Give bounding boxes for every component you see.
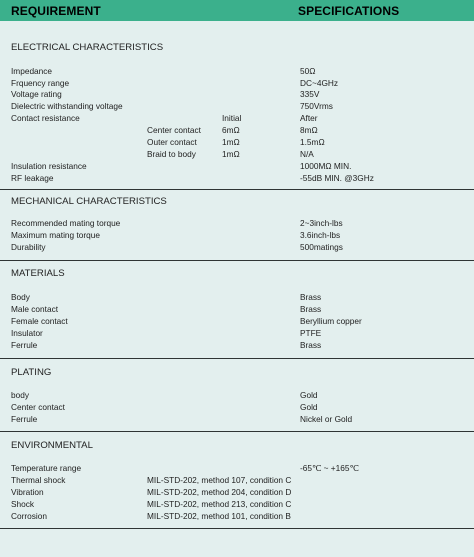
section-title-electrical: ELECTRICAL CHARACTERISTICS bbox=[11, 42, 164, 53]
row-label: Temperature range bbox=[11, 463, 82, 473]
row-initial: 1mΩ bbox=[222, 149, 240, 159]
row-spec: Beryllium copper bbox=[300, 316, 362, 326]
section-divider bbox=[0, 431, 474, 432]
row-label: Impedance bbox=[11, 66, 53, 76]
row-standard: MIL-STD-202, method 204, condition D bbox=[147, 487, 292, 497]
row-spec: 2~3inch-lbs bbox=[300, 218, 343, 228]
row-standard: MIL-STD-202, method 107, condition C bbox=[147, 475, 292, 485]
row-label: Corrosion bbox=[11, 511, 47, 521]
row-label: Thermal shock bbox=[11, 475, 66, 485]
row-label: Recommended mating torque bbox=[11, 218, 121, 228]
row-spec: Brass bbox=[300, 304, 322, 314]
row-label: Center contact bbox=[11, 402, 65, 412]
row-spec: 8mΩ bbox=[300, 125, 318, 135]
row-initial: 6mΩ bbox=[222, 125, 240, 135]
row-label: Voltage rating bbox=[11, 89, 62, 99]
row-label: Male contact bbox=[11, 304, 59, 314]
row-spec: 750Vrms bbox=[300, 101, 333, 111]
section-divider bbox=[0, 528, 474, 529]
row-label: Insulation resistance bbox=[11, 161, 87, 171]
row-spec: 3.6inch-lbs bbox=[300, 230, 341, 240]
row-label: Body bbox=[11, 292, 30, 302]
row-sublabel: Outer contact bbox=[147, 137, 197, 147]
section-title-plating: PLATING bbox=[11, 367, 52, 378]
row-sublabel: Braid to body bbox=[147, 149, 196, 159]
row-spec: After bbox=[300, 113, 318, 123]
row-label: Durability bbox=[11, 242, 46, 252]
row-spec: 1.5mΩ bbox=[300, 137, 325, 147]
row-spec: Brass bbox=[300, 292, 322, 302]
section-title-mechanical: MECHANICAL CHARACTERISTICS bbox=[11, 196, 167, 207]
row-spec: -55dB MIN. @3GHz bbox=[300, 173, 374, 183]
requirement-heading: REQUIREMENT bbox=[11, 4, 101, 18]
row-initial: Initial bbox=[222, 113, 242, 123]
section-divider bbox=[0, 358, 474, 359]
row-label: Female contact bbox=[11, 316, 68, 326]
row-spec: PTFE bbox=[300, 328, 322, 338]
row-spec: -65℃ ~ +165℃ bbox=[300, 463, 359, 473]
row-spec: DC~4GHz bbox=[300, 78, 339, 88]
section-title-materials: MATERIALS bbox=[11, 268, 65, 279]
row-label: Ferrule bbox=[11, 414, 38, 424]
row-spec: 1000MΩ MIN. bbox=[300, 161, 352, 171]
row-spec: Brass bbox=[300, 340, 322, 350]
row-label: Insulator bbox=[11, 328, 43, 338]
row-label: Frquency range bbox=[11, 78, 70, 88]
row-spec: 500matings bbox=[300, 242, 343, 252]
row-label: Dielectric withstanding voltage bbox=[11, 101, 123, 111]
row-label: body bbox=[11, 390, 29, 400]
specifications-heading: SPECIFICATIONS bbox=[298, 4, 400, 18]
row-spec: 50Ω bbox=[300, 66, 316, 76]
row-label: Maximum mating torque bbox=[11, 230, 100, 240]
row-spec: Gold bbox=[300, 402, 318, 412]
row-initial: 1mΩ bbox=[222, 137, 240, 147]
row-standard: MIL-STD-202, method 213, condition C bbox=[147, 499, 292, 509]
row-sublabel: Center contact bbox=[147, 125, 201, 135]
row-label: Shock bbox=[11, 499, 35, 509]
row-spec: 335V bbox=[300, 89, 320, 99]
section-title-environmental: ENVIRONMENTAL bbox=[11, 440, 93, 451]
section-divider bbox=[0, 260, 474, 261]
row-spec: N/A bbox=[300, 149, 314, 159]
section-divider bbox=[0, 189, 474, 190]
row-label: Vibration bbox=[11, 487, 44, 497]
table-header bbox=[0, 0, 474, 21]
row-label: RF leakage bbox=[11, 173, 54, 183]
row-label: Ferrule bbox=[11, 340, 38, 350]
row-spec: Nickel or Gold bbox=[300, 414, 353, 424]
row-spec: Gold bbox=[300, 390, 318, 400]
row-label: Contact resistance bbox=[11, 113, 80, 123]
row-standard: MIL-STD-202, method 101, condition B bbox=[147, 511, 291, 521]
